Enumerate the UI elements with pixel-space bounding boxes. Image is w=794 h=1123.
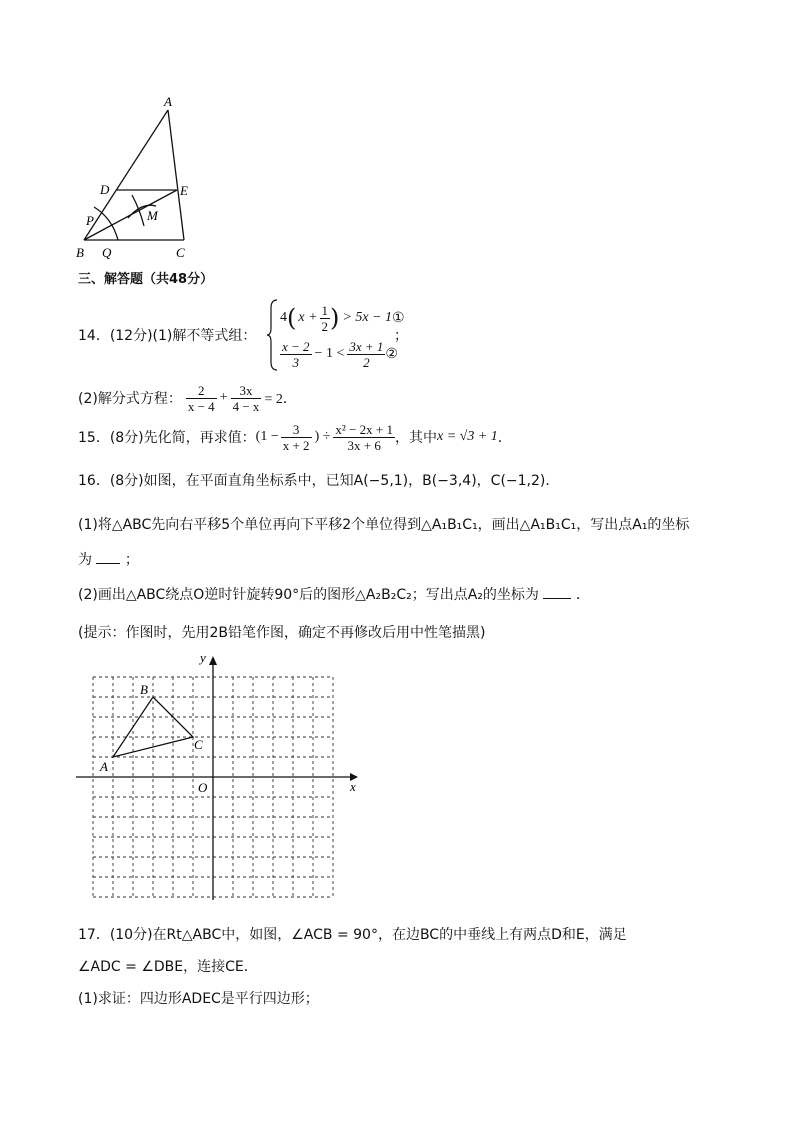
q15-frac2-num: x² − 2x + 1 <box>335 421 393 437</box>
q17-line1: 17．(10分)在Rt△ABC中，如图，∠ACB = 90°，在边BC的中垂线上有两点D和E，满足 <box>78 927 627 943</box>
q16-part2-text: (2)画出△ABC绕点O逆时针旋转90°后的图形△A₂B₂C₂；写出点A₂的坐标为 <box>78 587 539 603</box>
label-b: B <box>76 245 84 260</box>
label-c: C <box>176 245 185 260</box>
eq-frac1-den: x − 4 <box>187 398 215 414</box>
y-axis-arrow-icon <box>209 656 217 665</box>
q15 <box>78 419 512 455</box>
ineq1-rhs: > 5x − 1 <box>342 310 393 325</box>
section-title: 三、解答题（共48分） <box>78 272 214 287</box>
q17-part1: (1)求证：四边形ADEC是平行四边形； <box>78 991 319 1007</box>
inequality-2 <box>280 336 398 372</box>
q15-div: ) ÷ <box>314 429 331 444</box>
q15-mid: ，其中 <box>394 430 437 446</box>
point-c-label: C <box>194 737 203 752</box>
eq-rhs: = 2． <box>264 392 297 407</box>
answer-blank-a2[interactable] <box>543 586 571 599</box>
point-b-label: B <box>140 682 148 697</box>
axis-y-label: y <box>200 650 206 665</box>
ineq2-frac2-den: 2 <box>363 354 370 370</box>
q16-part1-b-text: 为 <box>78 552 92 568</box>
q15-frac2-den: 3x + 6 <box>347 437 381 453</box>
origin-label: O <box>198 780 208 795</box>
ineq2-frac2-num: 3x + 1 <box>349 338 384 354</box>
q16-part1-c-text: ； <box>124 552 139 568</box>
eq-frac1-num: 2 <box>186 383 217 399</box>
ineq2-frac1-num: x − 2 <box>282 338 310 354</box>
label-a: A <box>164 94 172 109</box>
ineq1-coef: 4 <box>280 310 287 325</box>
answer-blank-a1[interactable] <box>96 551 120 564</box>
point-a-label: A <box>100 759 108 774</box>
ineq2-mark: ② <box>385 346 398 362</box>
q14-suffix: ； <box>394 328 408 344</box>
brace-icon <box>266 298 278 372</box>
label-d: D <box>100 182 110 197</box>
q16-line1: 16．(8分)如图，在平面直角坐标系中，已知A(−5,1)，B(−3,4)，C(−1,2)． <box>78 473 560 489</box>
eq-frac2-den: 4 − x <box>232 398 260 414</box>
q14-part2-prefix: (2)解分式方程： <box>78 391 182 407</box>
q16-hint: (提示：作图时，先用2B铅笔作图，确定不再修改后用中性笔描黑) <box>78 625 486 641</box>
label-m: M <box>147 208 158 223</box>
q16-part2 <box>78 584 590 604</box>
side-ac <box>168 110 184 240</box>
q15-paren-open: (1 − <box>255 429 279 444</box>
paren-close: ) <box>330 304 340 332</box>
ineq2-frac1-den: 3 <box>292 354 300 370</box>
q14-part2 <box>78 380 297 416</box>
ineq1-frac-num: 1 <box>321 302 329 318</box>
q15-end: ． <box>497 430 512 446</box>
coordinate-grid <box>70 648 370 910</box>
q15-prefix: 15．(8分)先化简，再求值： <box>78 430 256 446</box>
q16-part2-end: ． <box>575 587 590 603</box>
q14-prefix: 14．(12分)(1)解不等式组： <box>78 328 257 344</box>
paren-open: ( <box>287 304 297 332</box>
ineq1-frac-den: 2 <box>321 318 329 334</box>
q17-line2: ∠ADC = ∠DBE，连接CE． <box>78 959 258 975</box>
q15-cond: x = √3 + 1 <box>436 429 498 444</box>
label-q: Q <box>102 245 112 260</box>
q15-frac1-den: x + 2 <box>282 437 310 453</box>
inequality-1 <box>280 300 405 336</box>
q16-part1-a: (1)将△ABC先向右平移5个单位再向下平移2个单位得到△A₁B₁C₁，画出△A₁B₁C₁，写出点A₁的坐标 <box>78 517 690 533</box>
ineq2-mid: − 1 < <box>314 346 345 361</box>
eq-plus: + <box>219 390 228 405</box>
q15-frac1-num: 3 <box>281 422 312 438</box>
axis-x-label: x <box>350 779 356 794</box>
label-e: E <box>180 183 188 198</box>
eq-frac2-num: 3x <box>231 383 262 399</box>
q16-part1-b <box>78 549 139 569</box>
label-p: P <box>86 213 94 228</box>
ineq1-inner: x + <box>298 310 318 325</box>
ineq1-mark: ① <box>392 310 405 326</box>
triangle-figure <box>70 90 210 265</box>
